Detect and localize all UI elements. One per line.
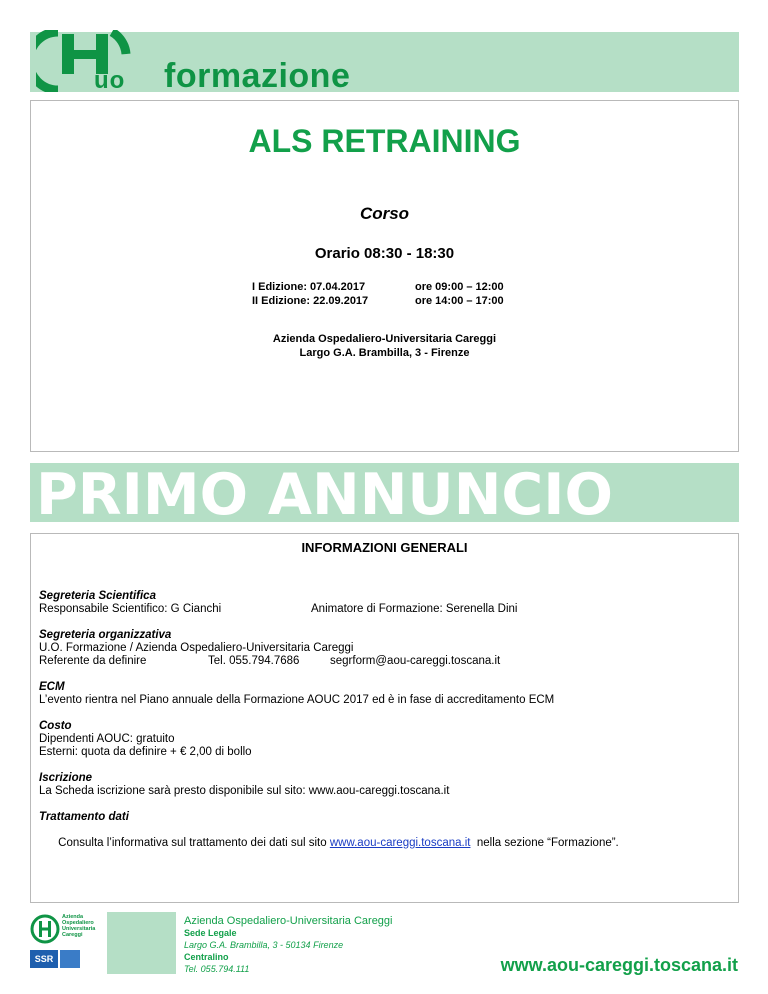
privacy-heading: Trattamento dati: [39, 811, 129, 823]
edition-2-time: ore 14:00 – 17:00: [415, 295, 504, 307]
footer-switchboard-label: Centralino: [184, 952, 229, 962]
privacy-text-pre: Consulta l’informativa sul trattamento dei dati sul sito: [58, 837, 330, 849]
footer-hq-label: Sede Legale: [184, 928, 237, 938]
event-title: ALS RETRAINING: [248, 123, 521, 159]
registration-text: La Scheda iscrizione sarà presto disponibile sul sito: www.aou-careggi.toscana.it: [39, 785, 450, 797]
logo-line-2: Ospedaliero: [62, 920, 94, 926]
footer-contact: [184, 915, 393, 975]
event-box: [30, 100, 739, 452]
edition-1-time: ore 09:00 – 12:00: [415, 281, 504, 293]
careggi-h-icon: [30, 914, 60, 944]
edition-1-label: I Edizione: 07.04.2017: [252, 281, 366, 293]
ssr-badge: SSR: [30, 950, 58, 968]
ecm-section: [39, 681, 729, 707]
organizing-section: [39, 629, 729, 668]
organizing-phone: Tel. 055.794.7686: [208, 655, 300, 667]
footer-website[interactable]: www.aou-careggi.toscana.it: [500, 955, 738, 975]
organizing-email: segrform@aou-careggi.toscana.it: [330, 655, 501, 667]
uo-label: uo: [94, 67, 126, 94]
venue-name: Azienda Ospedaliero-Universitaria Careggi: [272, 333, 497, 345]
scientific-responsible: Responsabile Scientifico: G Cianchi: [39, 603, 222, 615]
venue-address: Largo G.A. Brambilla, 3 - Firenze: [299, 347, 470, 359]
footer-org-name: Azienda Ospedaliero-Universitaria Careggi: [184, 915, 393, 927]
footer-green-block: [107, 912, 176, 974]
venue: [31, 332, 738, 360]
organizing-line1: U.O. Formazione / Azienda Ospedaliero-Universitaria Careggi: [39, 642, 354, 654]
event-schedule: Orario 08:30 - 18:30: [314, 245, 455, 262]
info-box: [30, 533, 739, 903]
announcement-banner: [30, 463, 739, 522]
logo-line-1: Azienda: [62, 914, 84, 920]
registration-heading: Iscrizione: [39, 772, 93, 784]
event-type: Corso: [359, 204, 410, 223]
logo-line-4: Careggi: [62, 932, 83, 938]
ecm-heading: ECM: [39, 681, 65, 693]
privacy-website-link[interactable]: www.aou-careggi.toscana.it: [329, 837, 471, 849]
ecm-text: L’evento rientra nel Piano annuale della Formazione AOUC 2017 ed è in fase di accreditamento ECM: [39, 694, 555, 706]
registration-section: [39, 772, 729, 798]
privacy-text-post: nella sezione “Formazione”.: [470, 837, 619, 849]
ssr-mark-icon: [60, 950, 80, 968]
edition-2-label: II Edizione: 22.09.2017: [252, 295, 369, 307]
editions-labels: [252, 280, 368, 308]
cost-section: [39, 720, 729, 759]
footer-switchboard-phone: Tel. 055.794.111: [184, 964, 250, 974]
banner-text: PRIMO ANNUNCIO: [36, 463, 613, 522]
editions-times: [415, 280, 504, 308]
footer-logo-text: [62, 914, 95, 938]
scientific-section: [39, 590, 729, 616]
scientific-heading: Segreteria Scientifica: [39, 590, 156, 602]
info-title: INFORMAZIONI GENERALI: [301, 540, 468, 555]
cost-heading: Costo: [39, 720, 72, 732]
cost-line2: Esterni: quota da definire + € 2,00 di bollo: [39, 746, 252, 758]
organizing-referent: Referente da definire: [39, 655, 147, 667]
privacy-section: [39, 811, 729, 863]
organizing-heading: Segreteria organizzativa: [39, 629, 172, 641]
footer-hq-address: Largo G.A. Brambilla, 3 - 50134 Firenze: [184, 940, 344, 950]
cost-line1: Dipendenti AOUC: gratuito: [39, 733, 175, 745]
scientific-animator: Animatore di Formazione: Serenella Dini: [311, 603, 518, 615]
brand-title: formazione: [164, 57, 351, 95]
footer-logo: [30, 912, 106, 974]
logo-line-3: Universitaria: [62, 926, 96, 932]
